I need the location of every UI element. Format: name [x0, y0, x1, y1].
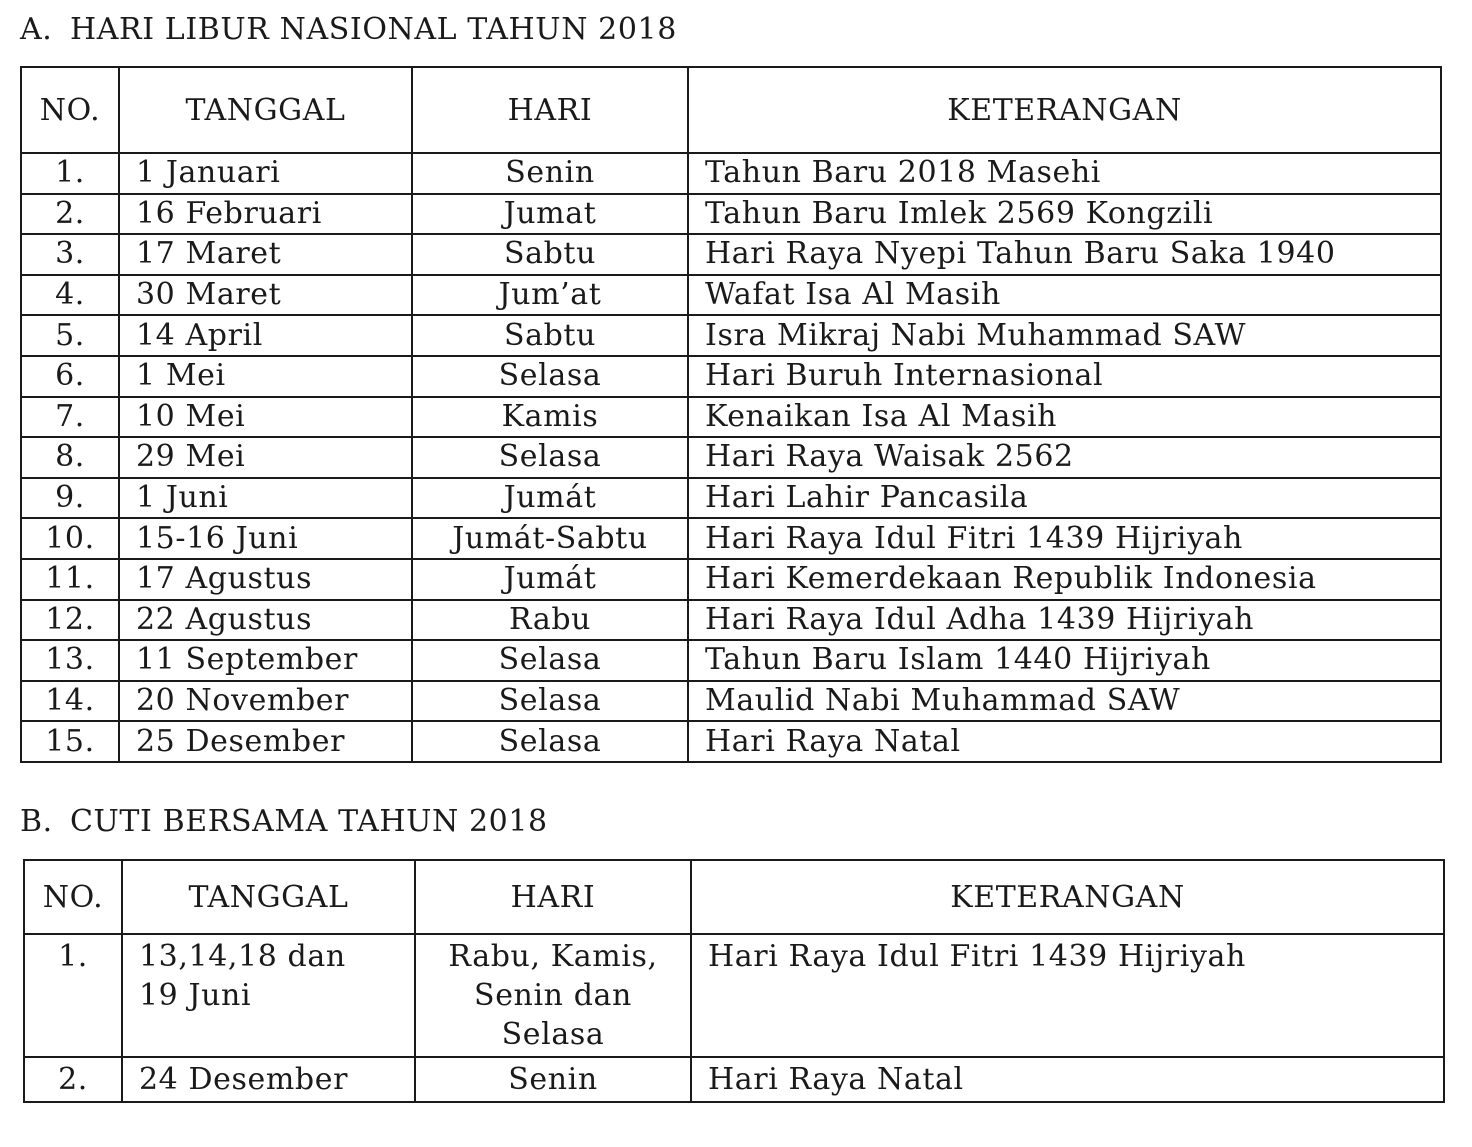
row-description: Hari Raya Idul Fitri 1439 Hijriyah — [691, 934, 1444, 1057]
row-number: 5. — [21, 315, 119, 356]
row-day: Selasa — [412, 437, 688, 478]
row-description: Isra Mikraj Nabi Muhammad SAW — [688, 315, 1441, 356]
table-row — [21, 478, 1441, 519]
row-number: 4. — [21, 275, 119, 316]
national-holidays-body — [21, 153, 1441, 762]
row-date: 17 Agustus — [119, 559, 412, 600]
row-date: 11 September — [119, 640, 412, 681]
row-number: 12. — [21, 600, 119, 641]
table-row — [21, 234, 1441, 275]
row-number: 6. — [21, 356, 119, 397]
row-description: Hari Lahir Pancasila — [688, 478, 1441, 519]
row-description: Maulid Nabi Muhammad SAW — [688, 681, 1441, 722]
row-day: Rabu — [412, 600, 688, 641]
row-day: Jumát — [412, 559, 688, 600]
row-date: 15-16 Juni — [119, 518, 412, 559]
row-number: 13. — [21, 640, 119, 681]
row-date — [122, 934, 415, 1057]
row-number: 14. — [21, 681, 119, 722]
table-row — [21, 437, 1441, 478]
row-date: 22 Agustus — [119, 600, 412, 641]
row-number: 1. — [21, 153, 119, 194]
row-number: 2. — [21, 194, 119, 235]
row-day: Jumát-Sabtu — [412, 518, 688, 559]
table-row — [21, 275, 1441, 316]
row-description: Kenaikan Isa Al Masih — [688, 397, 1441, 438]
section-a-title-text: HARI LIBUR NASIONAL TAHUN 2018 — [70, 12, 677, 47]
row-date: 30 Maret — [119, 275, 412, 316]
row-number: 7. — [21, 397, 119, 438]
row-description: Wafat Isa Al Masih — [688, 275, 1441, 316]
row-number: 3. — [21, 234, 119, 275]
table-row — [21, 640, 1441, 681]
row-description: Hari Raya Waisak 2562 — [688, 437, 1441, 478]
header-row — [24, 860, 1444, 934]
row-number: 2. — [24, 1057, 122, 1102]
row-day-line: Rabu, Kamis, — [448, 939, 658, 974]
table-row — [21, 681, 1441, 722]
table-row — [21, 153, 1441, 194]
table-row — [21, 194, 1441, 235]
row-number: 10. — [21, 518, 119, 559]
row-day: Selasa — [412, 681, 688, 722]
section-a-title — [20, 12, 677, 48]
row-date: 16 Februari — [119, 194, 412, 235]
table-row — [21, 397, 1441, 438]
row-date: 1 Januari — [119, 153, 412, 194]
row-day-line: Selasa — [501, 1017, 605, 1052]
row-day: Kamis — [412, 397, 688, 438]
row-description: Hari Raya Natal — [691, 1057, 1444, 1102]
row-date: 29 Mei — [119, 437, 412, 478]
row-description: Tahun Baru Islam 1440 Hijriyah — [688, 640, 1441, 681]
row-description: Tahun Baru Imlek 2569 Kongzili — [688, 194, 1441, 235]
row-description: Hari Raya Idul Adha 1439 Hijriyah — [688, 600, 1441, 641]
row-date: 20 November — [119, 681, 412, 722]
table-row — [21, 518, 1441, 559]
header-description: KETERANGAN — [691, 860, 1444, 934]
header-no: NO. — [21, 67, 119, 153]
row-day: Selasa — [412, 356, 688, 397]
section-b-title — [20, 804, 548, 840]
row-date: 14 April — [119, 315, 412, 356]
row-description: Hari Kemerdekaan Republik Indonesia — [688, 559, 1441, 600]
section-b-letter: B. — [20, 804, 53, 839]
collective-leave-table — [23, 859, 1445, 1103]
row-number: 11. — [21, 559, 119, 600]
row-description: Hari Raya Idul Fitri 1439 Hijriyah — [688, 518, 1441, 559]
row-date: 25 Desember — [119, 721, 412, 762]
row-description: Hari Raya Natal — [688, 721, 1441, 762]
row-day: Sabtu — [412, 315, 688, 356]
row-number: 15. — [21, 721, 119, 762]
row-description: Hari Buruh Internasional — [688, 356, 1441, 397]
header-date: TANGGAL — [119, 67, 412, 153]
row-date: 10 Mei — [119, 397, 412, 438]
row-date: 17 Maret — [119, 234, 412, 275]
row-number: 8. — [21, 437, 119, 478]
row-date — [122, 1057, 415, 1102]
header-no: NO. — [24, 860, 122, 934]
row-day — [415, 934, 691, 1057]
national-holidays-table — [20, 66, 1442, 763]
row-date: 1 Juni — [119, 478, 412, 519]
table-row — [21, 559, 1441, 600]
row-number: 1. — [24, 934, 122, 1057]
collective-leave-body — [24, 934, 1444, 1102]
row-day: Selasa — [412, 721, 688, 762]
row-day: Sabtu — [412, 234, 688, 275]
row-day-line: Senin dan — [474, 978, 632, 1013]
row-day — [415, 1057, 691, 1102]
row-number: 9. — [21, 478, 119, 519]
row-day: Jumát — [412, 478, 688, 519]
table-row — [21, 600, 1441, 641]
row-day: Selasa — [412, 640, 688, 681]
header-day: HARI — [412, 67, 688, 153]
row-date: 1 Mei — [119, 356, 412, 397]
header-row — [21, 67, 1441, 153]
table-row — [21, 721, 1441, 762]
section-a-letter: A. — [20, 12, 53, 47]
row-description: Hari Raya Nyepi Tahun Baru Saka 1940 — [688, 234, 1441, 275]
table-row — [24, 934, 1444, 1057]
header-date: TANGGAL — [122, 860, 415, 934]
row-day: Senin — [412, 153, 688, 194]
table-row — [24, 1057, 1444, 1102]
table-row — [21, 315, 1441, 356]
row-day: Jumat — [412, 194, 688, 235]
row-date-line: 19 Juni — [139, 978, 252, 1013]
row-day: Jum’at — [412, 275, 688, 316]
table-row — [21, 356, 1441, 397]
header-day: HARI — [415, 860, 691, 934]
row-description: Tahun Baru 2018 Masehi — [688, 153, 1441, 194]
header-description: KETERANGAN — [688, 67, 1441, 153]
row-date-line: 24 Desember — [139, 1062, 349, 1097]
section-b-title-text: CUTI BERSAMA TAHUN 2018 — [70, 804, 548, 839]
row-day-line: Senin — [508, 1062, 598, 1097]
row-date-line: 13,14,18 dan — [139, 939, 346, 974]
